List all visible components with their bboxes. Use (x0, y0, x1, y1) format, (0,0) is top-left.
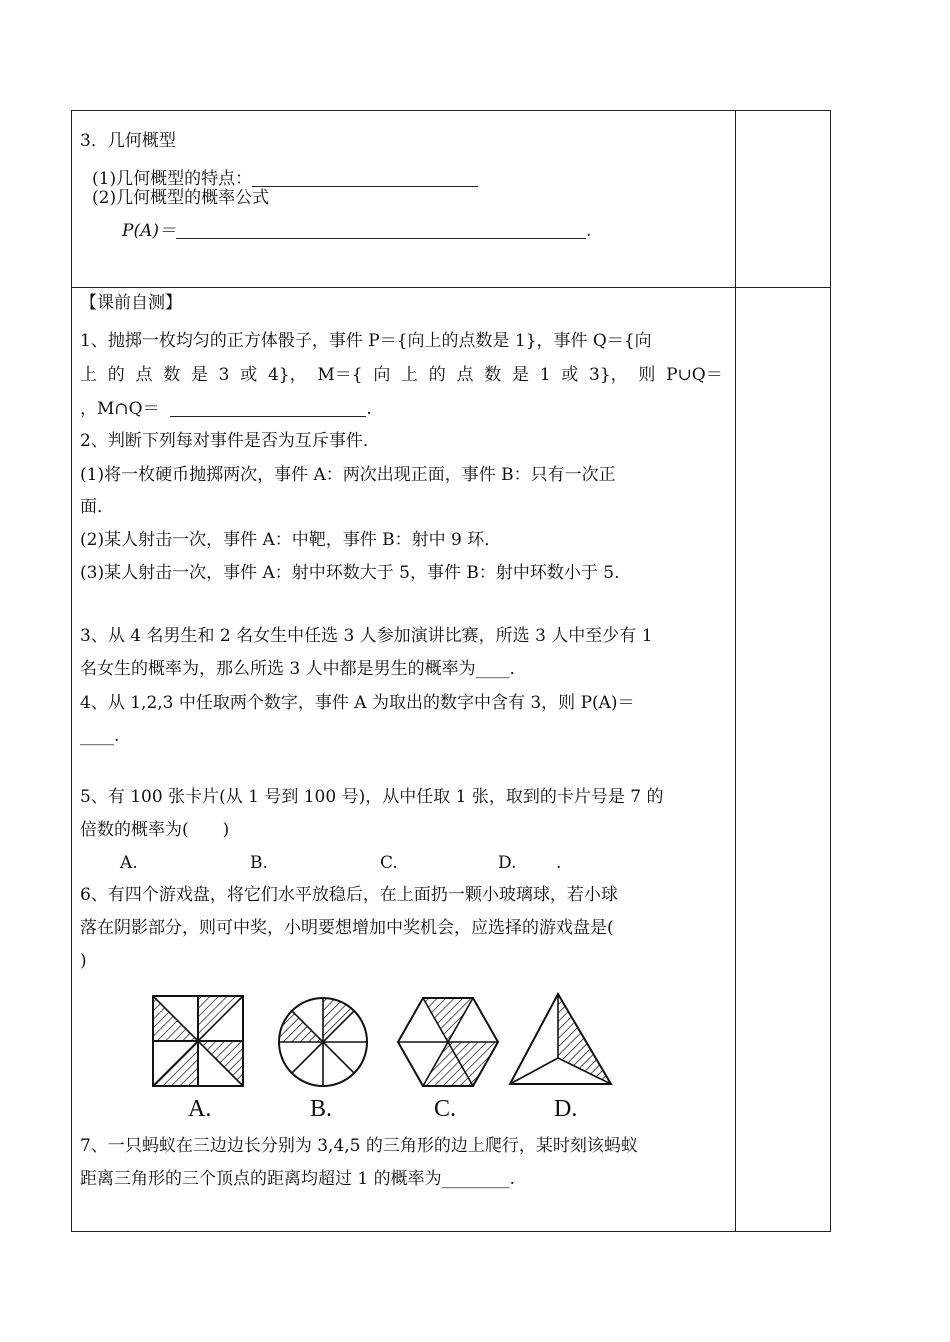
figure-label-a: A. (188, 1096, 212, 1120)
q1-line2-token: 则 (638, 365, 656, 385)
formula-end: . (585, 221, 592, 241)
board-a-square (153, 996, 243, 1086)
q1-line2-token: 数 (484, 365, 502, 385)
section-title: 3．几何概型 (80, 131, 176, 151)
q1-line3-end: . (366, 399, 372, 419)
q1-line2-token: 1 (539, 365, 551, 385)
q3-line1: 3、从 4 名男生和 2 名女生中任选 3 人参加演讲比赛，所选 3 人中至少有 1 (80, 626, 653, 646)
q6-line2: 落在阴影部分，则可中奖，小明要想增加中奖机会，应选择的游戏盘是( (80, 918, 614, 938)
q1-blank (170, 399, 366, 417)
game-board-figures (148, 990, 628, 1120)
q1-line2-token: 向 (373, 365, 391, 385)
q5-option-a: A. (120, 853, 138, 873)
q1-line2-token: 3 (218, 365, 230, 385)
q5-option-b: B. (250, 853, 268, 873)
figure-label-b: B. (310, 1096, 333, 1120)
formula-line (122, 220, 591, 242)
q1-line2-token: P∪Q＝ (666, 365, 723, 385)
q1-line2-token: 上 (401, 365, 419, 385)
q1-line2-token: 或 (240, 365, 258, 385)
q5-option-dot: . (556, 853, 562, 873)
q1-line2-token: 或 (561, 365, 579, 385)
q6-line1: 6、有四个游戏盘，将它们水平放稳后，在上面扔一颗小玻璃球，若小球 (80, 885, 618, 905)
geometric-features-label: (1)几何概型的特点： (92, 169, 253, 189)
q6-line3: ) (80, 951, 87, 971)
q1-line2-token: 4}， (267, 365, 307, 385)
figure-label-c: C. (434, 1096, 457, 1120)
q3-line2: 名女生的概率为，那么所选 3 人中都是男生的概率为____． (80, 659, 527, 679)
q5-option-d: D. (498, 853, 517, 873)
q2-part1-line1: (1)将一枚硬币抛掷两次，事件 A：两次出现正面，事件 B：只有一次正 (80, 465, 616, 485)
q1-line3 (80, 398, 372, 420)
selftest-header: 【课前自测】 (80, 293, 182, 313)
q7-line1: 7、一只蚂蚁在三边边长分别为 3,4,5 的三角形的边上爬行，某时刻该蚂蚁 (80, 1136, 638, 1156)
q1-line3-lead: ，M∩Q＝ (80, 399, 160, 419)
q5-line2: 倍数的概率为( ) (80, 820, 230, 840)
q1-line2-token: 数 (163, 365, 181, 385)
formula-lhs: P(A)＝ (122, 221, 176, 241)
figure-label-d: D. (554, 1096, 578, 1120)
q1-line2-token: 点 (456, 365, 474, 385)
table-column-divider (735, 110, 736, 1232)
answer-blank (252, 169, 478, 187)
q1-line2-token: 是 (511, 365, 529, 385)
board-d-triangle (510, 994, 611, 1084)
q1-line2-token: 的 (428, 365, 446, 385)
q1-line2 (80, 364, 723, 386)
q1-line2-token: 点 (135, 365, 153, 385)
geometric-formula-item: (2)几何概型的概率公式 (92, 188, 270, 208)
q2-part2: (2)某人射击一次，事件 A：中靶，事件 B：射中 9 环． (80, 530, 502, 550)
q2-part3: (3)某人射击一次，事件 A：射中环数大于 5，事件 B：射中环数小于 5. (80, 563, 620, 583)
q5-line1: 5、有 100 张卡片(从 1 号到 100 号)，从中任取 1 张，取到的卡片号是 7 的 (80, 787, 664, 807)
q2-stem: 2、判断下列每对事件是否为互斥事件． (80, 431, 380, 451)
q1-line2-token: 是 (190, 365, 208, 385)
q2-part1-line2: 面． (80, 497, 114, 517)
q1-line1: 1、抛掷一枚均匀的正方体骰子，事件 P＝{向上的点数是 1}，事件 Q＝{向 (80, 331, 652, 351)
q5-option-c: C. (380, 853, 398, 873)
q1-line2-token: 上 (80, 365, 97, 385)
q1-line2-token: M＝{ (317, 365, 363, 385)
q1-line2-token: 的 (107, 365, 125, 385)
q7-line2: 距离三角形的三个顶点的距离均超过 1 的概率为________. (80, 1169, 516, 1189)
q4-line1: 4、从 1,2,3 中任取两个数字，事件 A 为取出的数字中含有 3，则 P(A)＝ (80, 693, 635, 713)
q4-line2: ____. (80, 726, 120, 746)
formula-blank (176, 221, 586, 239)
q1-line2-token: 3}， (589, 365, 628, 385)
board-c-hexagon (398, 998, 498, 1086)
board-b-circle (279, 998, 367, 1086)
table-row-divider (71, 287, 831, 288)
